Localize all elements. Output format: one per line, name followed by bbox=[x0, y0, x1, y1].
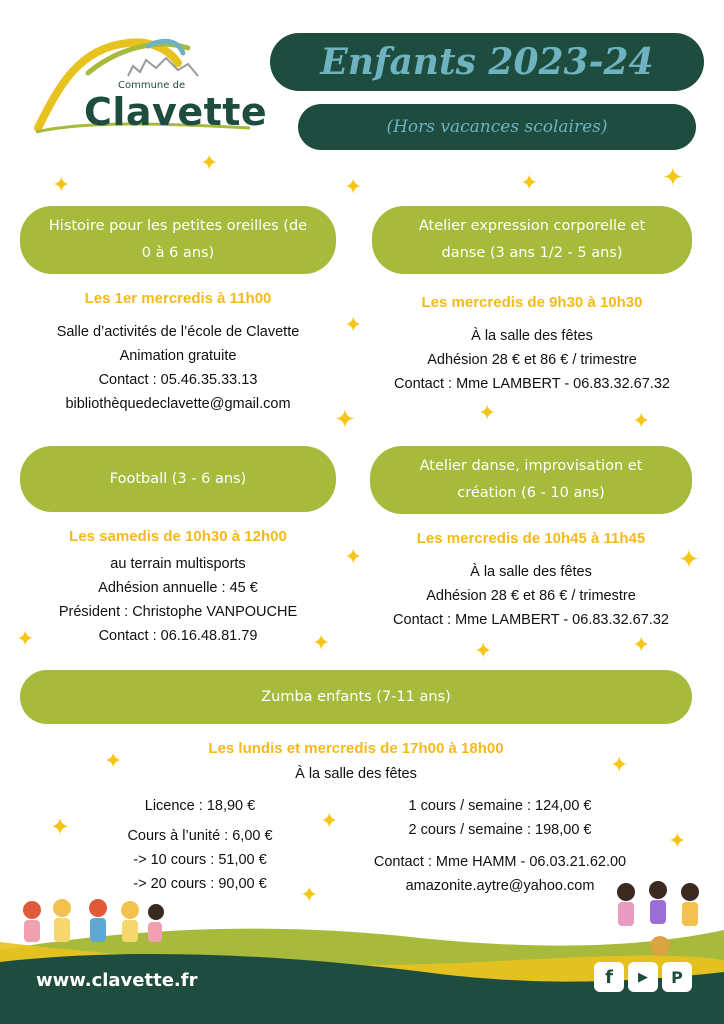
star-icon: ✦ bbox=[520, 170, 539, 195]
price-line: 2 cours / semaine : 198,00 € bbox=[408, 822, 592, 838]
activity-schedule-1: Les 1er mercredis à 11h00 bbox=[84, 290, 272, 307]
logo-small-text: Commune de bbox=[118, 80, 186, 91]
zumba-prices-left bbox=[100, 824, 300, 896]
activity-info-1 bbox=[20, 320, 336, 416]
star-icon: ✦ bbox=[300, 882, 319, 907]
star-icon: ✦ bbox=[474, 638, 493, 663]
info-line: bibliothèquedeclavette@gmail.com bbox=[65, 396, 291, 412]
star-icon: ✦ bbox=[344, 544, 363, 569]
facebook-icon[interactable]: f bbox=[594, 962, 624, 992]
page-subtitle: (Hors vacances scolaires) bbox=[298, 104, 696, 150]
price-line: -> 10 cours : 51,00 € bbox=[133, 852, 267, 868]
info-line: Président : Christophe VANPOUCHE bbox=[58, 604, 298, 620]
star-icon: ✦ bbox=[320, 808, 339, 833]
info-line: À la salle des fêtes bbox=[471, 328, 593, 344]
zumba-prices-right bbox=[370, 794, 630, 842]
activity-title-2 bbox=[372, 206, 692, 274]
info-line: Adhésion 28 € et 86 € / trimestre bbox=[427, 352, 637, 368]
info-line: Contact : 06.16.48.81.79 bbox=[98, 628, 258, 644]
info-line: Contact : 05.46.35.33.13 bbox=[98, 372, 258, 388]
activity-info-3 bbox=[20, 552, 336, 648]
children-illustration-right bbox=[610, 880, 710, 960]
zumba-schedule: Les lundis et mercredis de 17h00 à 18h00 bbox=[208, 740, 504, 757]
activity-title-3-text: Football (3 - 6 ans) bbox=[109, 470, 247, 487]
activity-info-4 bbox=[370, 560, 692, 632]
activity-info-2 bbox=[372, 324, 692, 396]
activity-schedule-2: Les mercredis de 9h30 à 10h30 bbox=[421, 294, 643, 311]
star-icon: ✦ bbox=[632, 632, 651, 657]
zumba-title-text: Zumba enfants (7-11 ans) bbox=[261, 688, 451, 705]
activity-schedule-4: Les mercredis de 10h45 à 11h45 bbox=[416, 530, 646, 547]
info-line: Salle d’activités de l’école de Clavette bbox=[56, 324, 300, 340]
star-icon: ✦ bbox=[104, 748, 123, 773]
website-link[interactable]: www.clavette.fr bbox=[36, 970, 198, 991]
star-icon: ✦ bbox=[344, 312, 363, 337]
logo-name: Clavette bbox=[84, 90, 268, 134]
star-icon: ✦ bbox=[312, 630, 331, 655]
star-icon: ✦ bbox=[344, 174, 363, 199]
zumba-licence: Licence : 18,90 € bbox=[144, 798, 256, 814]
star-icon: ✦ bbox=[478, 400, 497, 425]
star-icon: ✦ bbox=[200, 150, 219, 175]
star-icon: ✦ bbox=[668, 828, 687, 853]
zumba-location: À la salle des fêtes bbox=[295, 766, 417, 782]
price-line: Cours à l’unité : 6,00 € bbox=[127, 828, 273, 844]
activity-title-1 bbox=[20, 206, 336, 274]
price-line: 1 cours / semaine : 124,00 € bbox=[408, 798, 592, 814]
activity-title-4 bbox=[370, 446, 692, 514]
star-icon: ✦ bbox=[334, 404, 356, 434]
info-line: Adhésion 28 € et 86 € / trimestre bbox=[426, 588, 636, 604]
info-line: Adhésion annuelle : 45 € bbox=[98, 580, 258, 596]
contact-line: amazonite.aytre@yahoo.com bbox=[405, 878, 595, 894]
price-line: -> 20 cours : 90,00 € bbox=[133, 876, 267, 892]
star-icon: ✦ bbox=[610, 752, 629, 777]
star-icon: ✦ bbox=[50, 814, 71, 841]
star-icon: ✦ bbox=[632, 408, 651, 433]
activity-title-4-text: Atelier danse, improvisation et création (6 - 10 ans) bbox=[419, 458, 643, 501]
info-line: Contact : Mme LAMBERT - 06.83.32.67.32 bbox=[394, 376, 670, 392]
app-icon[interactable]: P bbox=[662, 962, 692, 992]
contact-line: Contact : Mme HAMM - 06.03.21.62.00 bbox=[373, 854, 627, 870]
star-icon: ✦ bbox=[52, 172, 71, 197]
children-illustration-left bbox=[16, 896, 166, 960]
activity-title-2-text: Atelier expression corporelle et danse (3 ans 1/2 - 5 ans) bbox=[418, 218, 646, 261]
youtube-icon[interactable]: ▶ bbox=[628, 962, 658, 992]
page-title: Enfants 2023-24 bbox=[270, 33, 704, 91]
info-line: au terrain multisports bbox=[110, 556, 246, 572]
activity-title-1-text: Histoire pour les petites oreilles (de 0 à 6 ans) bbox=[48, 218, 308, 261]
star-icon: ✦ bbox=[662, 162, 684, 192]
info-line: Contact : Mme LAMBERT - 06.83.32.67.32 bbox=[393, 612, 669, 628]
zumba-title bbox=[20, 670, 692, 724]
activity-schedule-3: Les samedis de 10h30 à 12h00 bbox=[69, 528, 287, 545]
star-icon: ✦ bbox=[16, 626, 35, 651]
activity-title-3 bbox=[20, 446, 336, 512]
info-line: Animation gratuite bbox=[119, 348, 237, 364]
star-icon: ✦ bbox=[678, 544, 700, 574]
info-line: À la salle des fêtes bbox=[470, 564, 592, 580]
